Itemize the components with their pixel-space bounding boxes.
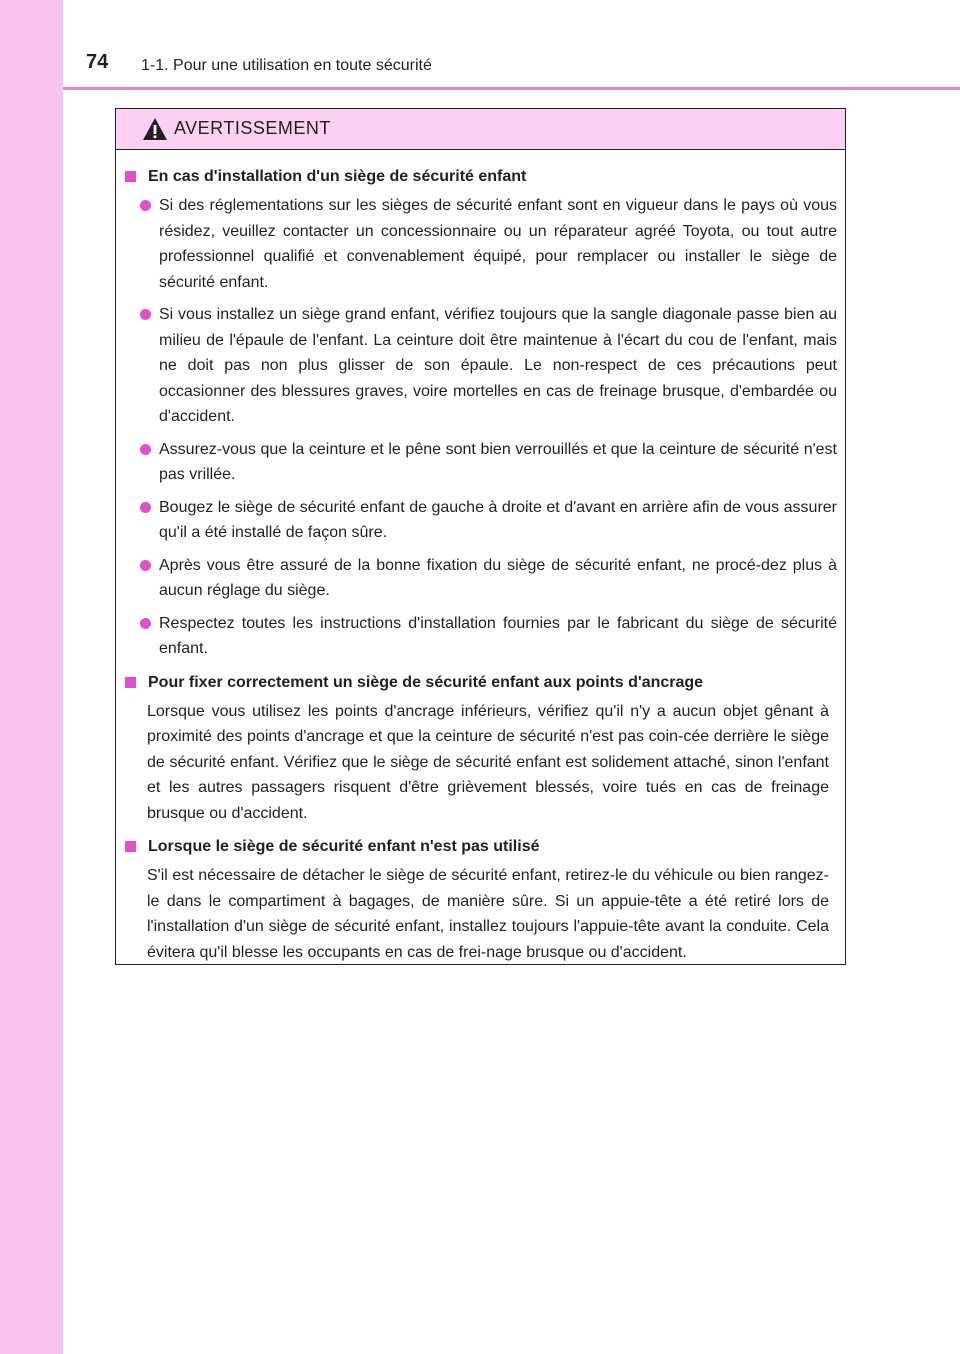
square-bullet-icon: [125, 171, 136, 182]
warning-triangle-icon: [142, 117, 168, 141]
warning-body: [116, 150, 845, 965]
bullet-text: Après vous être assuré de la bonne fixation du siège de sécurité enfant, ne procé-dez plus à aucun réglage du siège.: [159, 556, 837, 599]
round-bullet-icon: [140, 309, 151, 320]
bullet-item: [124, 193, 837, 295]
section-not-in-use: [124, 834, 837, 965]
square-bullet-icon: [125, 677, 136, 688]
bullet-text: Si des réglementations sur les sièges de sécurité enfant sont en vigueur dans le pays où vous résidez, veuillez contacter un concessionnaire ou un réparateur agréé Toyota, ou tout autre professionnel qualifié et convenablement équipé, pour remplacer ou installer le siège de sécurité enfant.: [159, 197, 837, 291]
section-paragraph: Lorsque vous utilisez les points d'ancrage inférieurs, vérifiez qu'il n'y a aucun objet gênant à proximité des points d'ancrage et que la ceinture de sécurité n'est pas coin-cée derrière le siège de sécurité enfant. Vérifiez que le siège de sécurité enfant est solidement attaché, sinon l'enfant et les autres passagers risquent d'être grièvement blessés, voire tués en cas de freinage brusque ou d'accident.: [147, 702, 829, 822]
bullet-text: Si vous installez un siège grand enfant, vérifiez toujours que la sangle diagonale passe bien au milieu de l'épaule de l'enfant. La ceinture doit être maintenue à l'écart du cou de l'enfant, mais ne doit pas non plus glisser de son épaule. Le non-respect de ces précautions peut occasionner des blessures graves, voire mortelles en cas de freinage brusque, d'embardée ou d'accident.: [159, 306, 837, 425]
left-margin-band: [0, 0, 63, 1354]
bullet-item: [124, 553, 837, 604]
section-heading-text: Lorsque le siège de sécurité enfant n'est pas utilisé: [148, 838, 540, 855]
section-paragraph: S'il est nécessaire de détacher le siège de sécurité enfant, retirez-le du véhicule ou bien rangez-le dans le compartiment à bagages, de manière sûre. Si un appuie-tête a été retiré lors de l'installation d'un siège de sécurité enfant, installez toujours l'appuie-tête avant la conduite. Cela évitera qu'il blesse les occupants en cas de frei-nage brusque ou d'accident.: [147, 867, 829, 961]
section-heading: [124, 164, 837, 190]
round-bullet-icon: [140, 560, 151, 571]
section-heading: [124, 670, 837, 696]
page-number: 74: [86, 51, 109, 73]
bullet-item: [124, 302, 837, 430]
section-heading: [124, 834, 837, 860]
header-rule: [63, 87, 960, 90]
bullet-text: Bougez le siège de sécurité enfant de gauche à droite et d'avant en arrière afin de vous assurer qu'il a été installé de façon sûre.: [159, 498, 837, 541]
bullet-item: [124, 437, 837, 488]
round-bullet-icon: [140, 502, 151, 513]
round-bullet-icon: [140, 618, 151, 629]
section-heading-text: Pour fixer correctement un siège de sécurité enfant aux points d'ancrage: [148, 673, 704, 691]
section-heading-text: En cas d'installation d'un siège de sécurité enfant: [148, 168, 527, 185]
warning-box: [115, 108, 846, 965]
warning-header: [116, 109, 845, 150]
round-bullet-icon: [140, 200, 151, 211]
bullet-text: Respectez toutes les instructions d'installation fournies par le fabricant du siège de sécurité enfant.: [159, 614, 837, 657]
round-bullet-icon: [140, 444, 151, 455]
section-installation: [124, 164, 837, 662]
square-bullet-icon: [125, 841, 136, 852]
section-anchor-points: [124, 670, 837, 827]
bullet-item: [124, 611, 837, 662]
chapter-title: 1-1. Pour une utilisation en toute sécurité: [141, 57, 432, 74]
bullet-item: [124, 495, 837, 546]
warning-title: AVERTISSEMENT: [174, 118, 331, 138]
bullet-text: Assurez-vous que la ceinture et le pêne sont bien verrouillés et que la ceinture de sécurité n'est pas vrillée.: [159, 440, 837, 483]
